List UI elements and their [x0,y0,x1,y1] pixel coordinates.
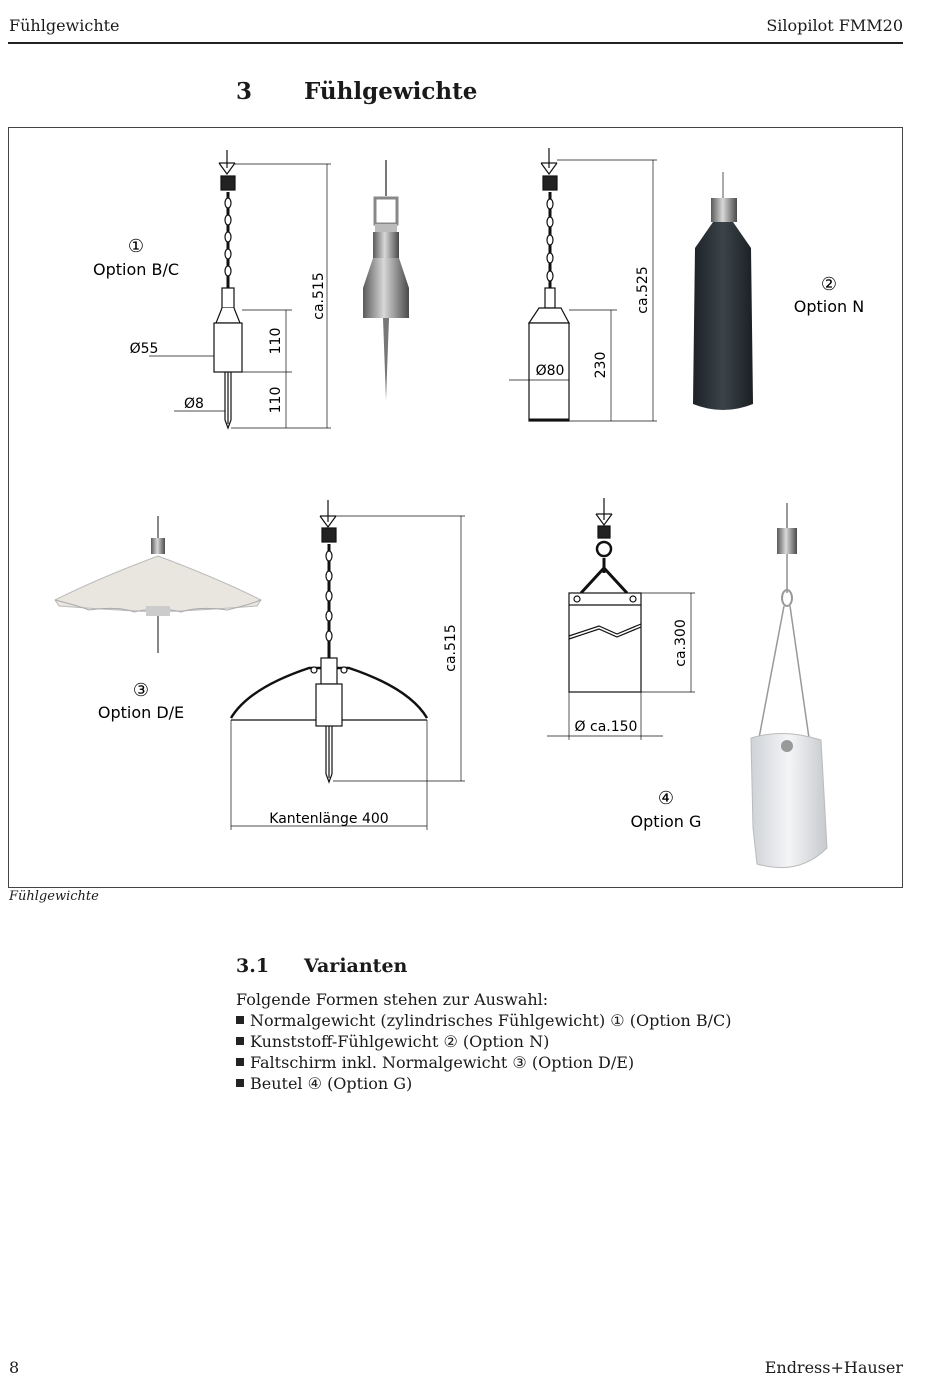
header-chapter: Fühlgewichte [9,16,120,35]
g-photo [751,503,827,868]
n-photo [693,172,753,410]
bc-dia-tip: Ø8 [184,396,204,412]
n-dim-body: 230 [593,351,609,379]
n-marker: ② [820,274,838,295]
page-number: 8 [9,1358,20,1377]
figure-sensing-weights [8,127,903,888]
section-number: 3 [236,78,253,105]
bullet-icon [236,1079,244,1087]
header-rule [8,42,903,44]
list-item-text: Beutel ④ (Option G) [250,1074,413,1093]
bc-marker: ① [127,236,145,257]
variant-list [236,1010,732,1094]
bc-dim-total: ca.515 [311,272,327,320]
bc-dim-upper: 110 [268,327,284,355]
subsection-number: 3.1 [236,955,270,977]
header-product: Silopilot FMM20 [766,16,903,35]
list-item [236,1052,732,1073]
n-dia-body: Ø80 [535,363,565,379]
de-marker: ③ [132,680,150,701]
list-item-text: Faltschirm inkl. Normalgewicht ③ (Option D/E) [250,1053,635,1072]
g-marker: ④ [657,788,675,809]
de-drawing [231,500,465,830]
de-photo [55,516,261,653]
footer-brand: Endress+Hauser [764,1358,903,1377]
section-title: Fühlgewichte [304,78,478,105]
n-dim-total: ca.525 [635,266,651,314]
de-dim-total: ca.515 [443,624,459,672]
figure-caption: Fühlgewichte [9,889,99,904]
g-drawing [547,498,695,740]
list-item [236,1073,732,1094]
n-label: Option N [793,297,865,316]
bc-photo [363,160,409,400]
subsection-title: Varianten [304,955,408,977]
list-item-text: Normalgewicht (zylindrisches Fühlgewicht) ① (Option B/C) [250,1011,732,1030]
g-label: Option G [630,812,702,831]
intro-text: Folgende Formen stehen zur Auswahl: [236,990,549,1009]
list-item [236,1031,732,1052]
bc-drawing [149,150,331,428]
de-label: Option D/E [97,703,185,722]
bc-dia-body: Ø55 [129,341,159,357]
bullet-icon [236,1037,244,1045]
bc-dim-lower: 110 [268,386,284,414]
g-dia: Ø ca.150 [574,719,638,735]
list-item [236,1010,732,1031]
bullet-icon [236,1058,244,1066]
list-item-text: Kunststoff-Fühlgewicht ② (Option N) [250,1032,550,1051]
bc-label: Option B/C [92,260,180,279]
bullet-icon [236,1016,244,1024]
de-edge-length: Kantenlänge 400 [269,811,389,827]
g-dim-height: ca.300 [673,619,689,667]
